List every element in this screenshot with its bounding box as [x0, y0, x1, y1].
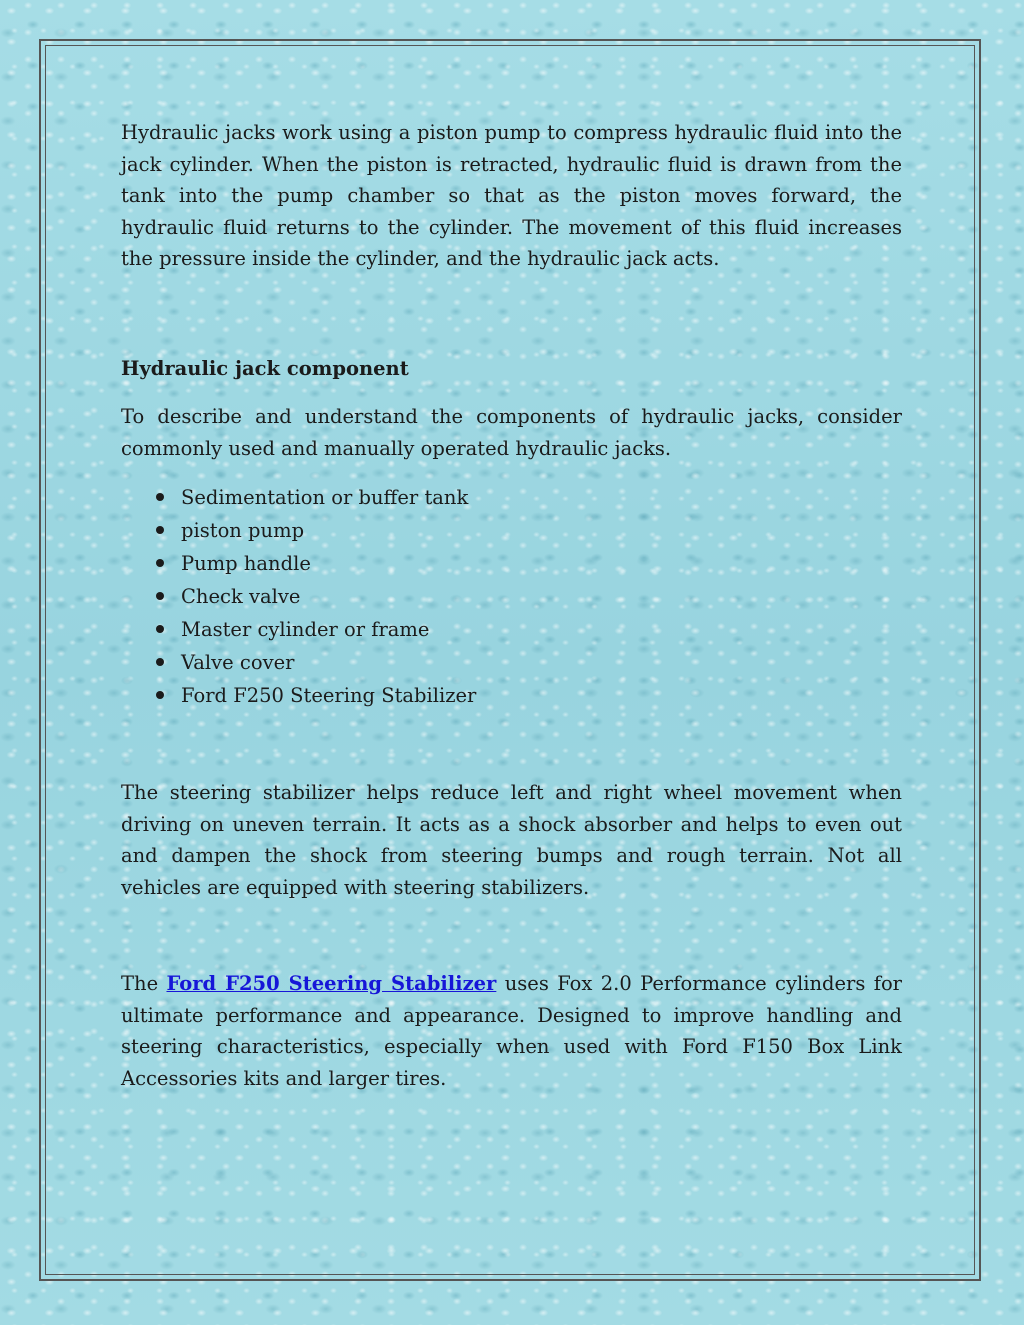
- list-item: Sedimentation or buffer tank: [121, 481, 902, 514]
- ford-f250-stabilizer-link[interactable]: Ford F250 Steering Stabilizer: [166, 972, 497, 995]
- intro-paragraph: Hydraulic jacks work using a piston pump to compress hydraulic fluid into the jack cylinder. When the piston is retracted, hydraulic fluid is drawn from the tank into the pump chamber so that as the piston moves forward, the hydraulic fluid returns to the cylinder. The movement of this fluid increases the pressure inside the cylinder, and the hydraulic jack acts.: [121, 121, 902, 270]
- list-item: Master cylinder or frame: [121, 613, 902, 646]
- component-list: [121, 481, 902, 712]
- link-paragraph-prefix: The: [121, 972, 167, 995]
- section-heading: Hydraulic jack component: [121, 356, 409, 380]
- list-item: Pump handle: [121, 547, 902, 580]
- components-paragraph: To describe and understand the components of hydraulic jacks, consider commonly used and manually operated hydraulic jacks.: [121, 405, 902, 460]
- list-item: piston pump: [121, 514, 902, 547]
- list-item: Valve cover: [121, 646, 902, 679]
- list-item: Check valve: [121, 580, 902, 613]
- stabilizer-paragraph: The steering stabilizer helps reduce left and right wheel movement when driving on uneven terrain. It acts as a shock absorber and helps to even out and dampen the shock from steering bumps and rough terrain. Not all vehicles are equipped with steering stabilizers.: [121, 781, 902, 899]
- document-body: [121, 117, 902, 1094]
- link-paragraph: [121, 968, 902, 1094]
- link-paragraph-suffix: uses Fox 2.0 Performance cylinders for ultimate performance and appearance. Designed to improve handling and steering characteristics, especially when used with Ford F150 Box Link Accessories kits and larger tires.: [121, 972, 903, 1090]
- list-item: Ford F250 Steering Stabilizer: [121, 679, 902, 712]
